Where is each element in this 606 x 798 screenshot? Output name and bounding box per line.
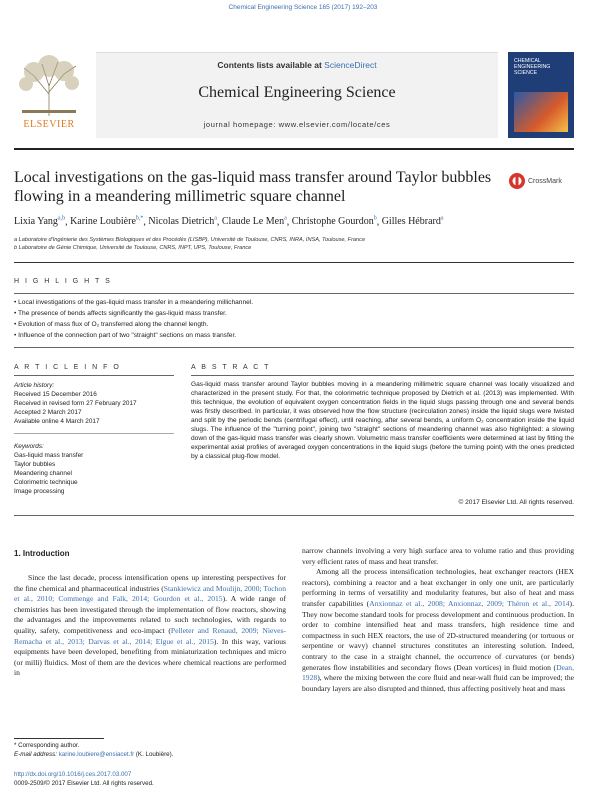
keyword: Colorimetric technique bbox=[14, 479, 78, 486]
highlight-item: • Evolution of mass flux of O₂ transferred along the channel length. bbox=[14, 321, 574, 328]
abstract-copyright: © 2017 Elsevier Ltd. All rights reserved. bbox=[458, 499, 574, 506]
highlight-item: • Local investigations of the gas-liquid mass transfer in a meandering millichannel. bbox=[14, 299, 574, 306]
highlights-bottom-rule bbox=[14, 347, 574, 348]
abstract-bottom-rule bbox=[14, 515, 574, 516]
abstract-rule bbox=[191, 375, 574, 376]
history-line: Available online 4 March 2017 bbox=[14, 418, 100, 425]
author[interactable]: Gilles Hébrard$^a$ bbox=[381, 216, 444, 228]
corresponding-author-note: * Corresponding author. bbox=[14, 742, 80, 749]
author[interactable]: Christophe Gourdon$^b$ bbox=[291, 216, 377, 228]
keywords-rule bbox=[14, 433, 174, 434]
affiliation-rule bbox=[14, 262, 574, 263]
history-line: Accepted 2 March 2017 bbox=[14, 409, 82, 416]
publisher-name: ELSEVIER bbox=[23, 119, 75, 130]
citation-link[interactable]: Stankiewicz and Moulijn, 2000; Tochon et al., 2010; Commenge and Falk, 2014; Gourdon et al., 2015 bbox=[14, 583, 287, 604]
highlight-item: • Influence of the connection part of two "straight" sections on mass transfer. bbox=[14, 332, 574, 339]
highlights-heading: H I G H L I G H T S bbox=[14, 278, 112, 285]
keyword: Meandering channel bbox=[14, 470, 72, 477]
history-line: Received in revised form 27 February 2017 bbox=[14, 400, 137, 407]
author[interactable]: Nicolas Dietrich$^a$ bbox=[148, 216, 217, 228]
journal-reference[interactable]: Chemical Engineering Science 165 (2017) 192–203 bbox=[228, 4, 378, 11]
article-title: Local investigations on the gas-liquid mass transfer around Taylor bubbles flowing in a meandering millimetric square channel bbox=[14, 169, 492, 205]
citation-link[interactable]: Pelleter and Renaud, 2009; Nieves-Remacha et al., 2013; Darvas et al., 2014; Elgue et al., 2015 bbox=[14, 625, 286, 646]
article-history-label: Article history: bbox=[14, 382, 55, 389]
abstract-heading: A B S T R A C T bbox=[191, 364, 271, 371]
author-list: Lixia Yang$^{a,b}$, Karine Loubière$^{b,*}$, Nicolas Dietrich$^a$, Claude Le Men$^a$, Christophe Gourdon$^b$, Gilles Hébrard$^a$ bbox=[14, 216, 444, 228]
email-link[interactable]: karine.loubiere@ensiacet.fr bbox=[58, 751, 135, 758]
journal-homepage[interactable]: journal homepage: www.elsevier.com/locate/ces bbox=[203, 120, 391, 129]
journal-cover bbox=[508, 52, 574, 138]
right-column-text: narrow channels involving a very high surface area to volume ratio and thus providing very efficient rates of mass and heat transfer. Among all the process intensification technologies, heat exchanger reactors (HEX reactors), combining a reactor and a heat exchanger in only one unit, are particularly performing in terms of versatility and modularity features, but also of heat and mass transfer capabilities (Anxionnaz et al., 2008; Anxionnaz, 2009; Théron et al., 2014). They now become standard tools for process development and continuous production. In order to combine intensified heat and mass transfers, high residence time and compactness in such HEX reactors, the use of 2D-structured meandering (or tortuous or serpentine or wavy) channel structures constitutes an interesting solution. Indeed, contrary to the case in a straight channel, the occurrence of curvatures (or bends) generates flow instabilities and secondary flows (Dean vortices) in fluid motion (Dean, 1928), where the mixing between the core fluid and near-wall fluid can be improved; the boundary layers are also disrupted and thinned, thus affecting positively heat and mass bbox=[302, 546, 574, 693]
keyword: Gas-liquid mass transfer bbox=[14, 452, 84, 459]
introduction-heading: 1. Introduction bbox=[14, 549, 70, 558]
history-line: Received 15 December 2016 bbox=[14, 391, 97, 398]
journal-name: Chemical Engineering Science bbox=[198, 84, 396, 101]
contents-line bbox=[96, 60, 498, 70]
crossmark-label[interactable]: CrossMark bbox=[528, 178, 562, 185]
affiliation-a: a Laboratoire d'Ingénierie des Systèmes Biologiques et des Procédés (LISBP), Université de Toulouse, CNRS, INRA, INSA, Toulouse, France bbox=[14, 237, 366, 243]
doi-link[interactable]: http://dx.doi.org/10.1016/j.ces.2017.03.007 bbox=[14, 771, 132, 778]
author[interactable]: Lixia Yang$^{a,b}$ bbox=[14, 216, 66, 228]
highlights-rule bbox=[14, 293, 574, 294]
sciencedirect-link[interactable]: ScienceDirect bbox=[324, 60, 377, 70]
cover-art bbox=[514, 92, 568, 132]
keyword: Image processing bbox=[14, 488, 65, 495]
keyword: Taylor bubbles bbox=[14, 461, 56, 468]
header-rule bbox=[14, 148, 574, 150]
crossmark-icon bbox=[508, 172, 526, 190]
email-line: E-mail address: karine.loubiere@ensiacet.fr (K. Loubière). bbox=[14, 751, 174, 758]
article-info-rule bbox=[14, 375, 174, 376]
author[interactable]: Karine Loubière$^{b,*}$ bbox=[70, 216, 144, 228]
contents-prefix: Contents lists available at bbox=[217, 60, 322, 70]
affiliation-b: b Laboratoire de Génie Chimique, Université de Toulouse, CNRS, INPT, UPS, Toulouse, France bbox=[14, 245, 252, 251]
cover-title: CHEMICAL ENGINEERING SCIENCE bbox=[514, 58, 551, 77]
footnote-rule bbox=[14, 738, 104, 739]
keywords-label: Keywords: bbox=[14, 443, 44, 450]
article-info-heading: A R T I C L E I N F O bbox=[14, 364, 121, 371]
abstract-text: Gas-liquid mass transfer around Taylor bubbles moving in a meandering millimetric square channel was locally visualized and characterized in the present study. For that, the colorimetric technique proposed by Dietrich et al. (2013) was implemented. With this technique, the evolution of equivalent oxygen concentration fields in the liquid slugs passing through one and several bends was firstly described. In particular, it was observed how the flow structure (recirculation zones) inside the liquid slugs were twisted and split by the periodic bends (centrifugal effect), until reaching, after several bends, a uniform O₂ concentration inside the liquid slugs. The influence of the "turning point", joining two "straight" sections of meandering channel was also highlighted: a slowing down of the gas-liquid mass transfer was clearly shown. Volumetric mass transfer coefficients were determined at last by fitting the experimental axial profiles of averaged oxygen concentrations in the liquid slugs (before the turning point) with the ones predicted by a classical plug-flow model. bbox=[191, 381, 574, 461]
highlight-item: • The presence of bends affects significantly the gas-liquid mass transfer. bbox=[14, 310, 574, 317]
citation-link[interactable]: Anxionnaz et al., 2008; Anxionnaz, 2009; Théron et al., 2014 bbox=[369, 598, 570, 608]
left-column-text: Since the last decade, process intensification opens up interesting perspectives for the fine chemical and pharmaceutical industries (Stankiewicz and Moulijn, 2000; Tochon et al., 2010; Commenge and Falk, 2014; Gourdon et al., 2015). A wide range of chemistries has been investigated through the implementation of flow reactors, showing the advantages and the improvements related to such technologies, with regards to quality, safety, competitiveness and eco-impact (Pelleter and Renaud, 2009; Nieves-Remacha et al., 2013; Darvas et al., 2014; Elgue et al., 2015). In this way, various equipments have been developed, benefiting from miniaturization techniques and micro (or milli) fluidics. Most of them are the devices where chemical reactions are performed in bbox=[14, 573, 287, 678]
author[interactable]: Claude Le Men$^a$ bbox=[221, 216, 287, 228]
issn-line: 0009-2509/© 2017 Elsevier Ltd. All rights reserved. bbox=[14, 780, 154, 787]
citation-link[interactable]: Dean, 1928 bbox=[302, 662, 574, 683]
